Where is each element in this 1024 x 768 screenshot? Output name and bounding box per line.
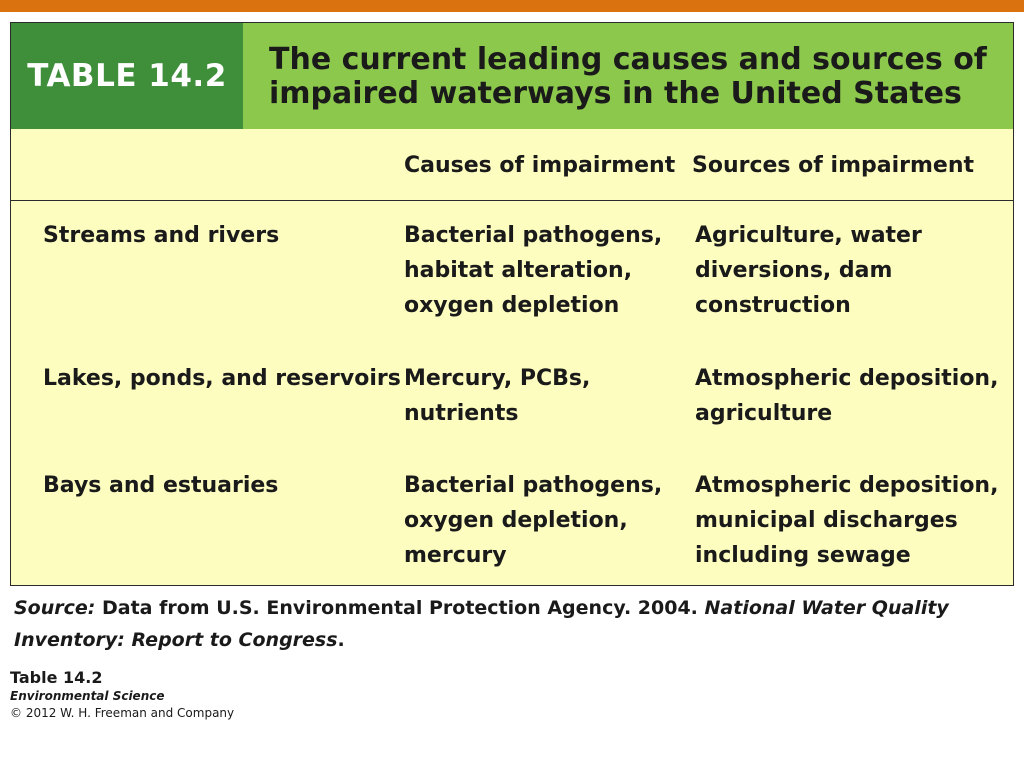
source-note-line-2	[14, 624, 949, 656]
source-title-1: National Water Quality	[704, 597, 949, 619]
source-text: Data from U.S. Environmental Protection Agency. 2004.	[95, 597, 705, 619]
caption-book: Environmental Science	[10, 689, 165, 703]
caption-copyright: © 2012 W. H. Freeman and Company	[10, 706, 235, 720]
table-title-line-2: impaired waterways in the United States	[269, 76, 962, 111]
row-lakes-waterway: Lakes, ponds, and reservoirs	[43, 366, 401, 391]
cause-line: Mercury, PCBs,	[404, 366, 591, 391]
table-title-line-1: The current leading causes and sources of	[269, 42, 987, 77]
table-title	[243, 23, 1013, 129]
row-lakes-causes	[404, 361, 590, 431]
source-line: including sewage	[695, 543, 911, 568]
source-line: Agriculture, water	[695, 223, 922, 248]
row-streams-causes	[404, 218, 662, 323]
cause-line: habitat alteration,	[404, 258, 633, 283]
cause-line: Bacterial pathogens,	[404, 223, 663, 248]
column-header-sources: Sources of impairment	[692, 153, 975, 178]
source-line: Atmospheric deposition,	[695, 366, 999, 391]
source-line: Atmospheric deposition,	[695, 473, 999, 498]
row-lakes-sources	[695, 361, 998, 431]
cause-line: oxygen depletion	[404, 293, 620, 318]
source-line: construction	[695, 293, 851, 318]
column-header-causes: Causes of impairment	[404, 153, 676, 178]
data-table	[10, 22, 1014, 586]
figure-caption	[10, 668, 234, 722]
source-line: municipal discharges	[695, 508, 958, 533]
cause-line: mercury	[404, 543, 507, 568]
row-streams-waterway: Streams and rivers	[43, 223, 280, 248]
source-end: .	[337, 629, 345, 651]
cause-line: oxygen depletion,	[404, 508, 628, 533]
source-note	[14, 592, 949, 656]
row-bays-waterway: Bays and estuaries	[43, 473, 279, 498]
source-line: diversions, dam	[695, 258, 893, 283]
source-line: agriculture	[695, 401, 833, 426]
cause-line: Bacterial pathogens,	[404, 473, 663, 498]
caption-title: Table 14.2	[10, 668, 103, 687]
top-accent-bar	[0, 0, 1024, 12]
row-streams-sources	[695, 218, 922, 323]
row-bays-sources	[695, 468, 998, 573]
table-number-label: TABLE 14.2	[11, 23, 243, 129]
source-title-2: Inventory: Report to Congress	[14, 629, 338, 651]
source-label: Source:	[14, 597, 96, 619]
header-divider	[11, 200, 1013, 201]
source-note-line-1	[14, 592, 949, 624]
row-bays-causes	[404, 468, 662, 573]
cause-line: nutrients	[404, 401, 519, 426]
